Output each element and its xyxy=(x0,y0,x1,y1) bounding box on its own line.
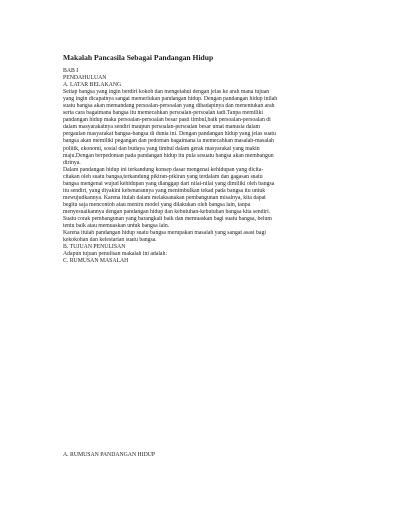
paragraph-line: politik, ekonomi, sosial dan budaya yang timbul dalam gerak masyarakat yang makin xyxy=(63,145,260,152)
paragraph-line: bangsa mengenai wujud kehidupan yang dianggap dari nilai-nilai yang dimiliki oleh bangsa xyxy=(63,180,275,187)
document-title: Makalah Pancasila Sebagai Pandangan Hidup xyxy=(63,53,214,62)
paragraph-line: Dalam pandangan hidup ini terkandung konsep dasar mengenai kehidupan yang dicita- xyxy=(63,166,264,173)
paragraph-line: Adapun tujuan penulisan makalah ini adalah: xyxy=(63,251,167,258)
paragraph-line: citakan oleh suatu bangsa,terkandung pikiran-pikiran yang terdalam dan gagasan suatu xyxy=(63,173,263,180)
chapter-title: PENDAHULUAN xyxy=(63,75,107,82)
paragraph-line: pandangan hidup maka persoalan-persoalan besar pasti timbul,baik persoalan-persoalan di xyxy=(63,117,271,124)
paragraph-line: bangsa akan memiliki pegangan dan pedoman bagaimana ia memecahkan masalah-masalah xyxy=(63,138,274,145)
paragraph-line: tentu baik atau memuaskan untuk bangsa lain. xyxy=(63,223,170,230)
paragraph-line: maju.Dengan berpedoman pada pandangan hidup itu pula sesuatu bangsa akan membangun xyxy=(63,152,274,159)
document-body xyxy=(63,68,343,265)
section-heading-rumusan-pandangan-hidup: A. RUMUSAN PANDANGAN HIDUP xyxy=(63,452,156,458)
paragraph-line: begitu saja mencontoh atau meniru model yang dilakukan oleh bangsa lain, tanpa xyxy=(63,201,251,208)
chapter-label: BAB I xyxy=(63,68,79,74)
paragraph-line: Setiap bangsa yang ingin berdiri kokoh dan mengetahui dengan jelas ke arah mana tujuan xyxy=(63,89,270,96)
paragraph-line: menyesuaikannya dengan pandangan hidup dan kebutuhan-kebutuhan bangsa kita sendiri. xyxy=(63,208,271,215)
paragraph-line: serta cara bagaimana bangsa itu memecahkan persoalan-persoalan tadi.Tanpa memiliki xyxy=(63,110,263,117)
paragraph-line: Karena itulah pandangan hidup suatu bangsa merupakan masalah yang sangat asasi bagi xyxy=(63,230,266,237)
paragraph-line: pergaulan masyarakat bangsa-bangsa di dunia ini. Dengan pandangan hidup yang jelas suatu xyxy=(63,131,276,138)
paragraph-line: dalam masyarakatnya sendiri maupun persoalan-persoalan besar umat manusia dalam xyxy=(63,124,261,131)
paragraph-line: kekokohan dan kelestarian suatu bangsa. xyxy=(63,237,157,244)
paragraph-line: suatu bangsa akan memandang persoalan-persoalan yang dihadapinya dan menentukan arah xyxy=(63,103,275,110)
section-heading-tujuan-penulisan: B. TUJUAN PENULISAN xyxy=(63,244,126,251)
paragraph-line: yang ingin dicapainya sangat memerlukan pandangan hidup. Dengan pandangan hidup inilah xyxy=(63,96,278,103)
section-heading-rumusan-masalah: C. RUMUSAN MASALAH xyxy=(63,258,129,265)
paragraph-line: mewujudkannya. Karena itulah dalam melaksanakan pembangunan misalnya, kita dapat xyxy=(63,194,266,201)
section-heading-latar-belakang: A. LATAR BELAKANG xyxy=(63,82,122,89)
paragraph-line: itu sendiri, yang diyakini kebenarannya yang menimbulkan tekad pada bangsa itu untuk xyxy=(63,187,266,194)
paragraph-line: Suatu corak pembangunan yang barangkali baik dan memuaskan bagi suatu bangsa, belum xyxy=(63,215,272,222)
paragraph-line: dirinya. xyxy=(63,159,81,166)
